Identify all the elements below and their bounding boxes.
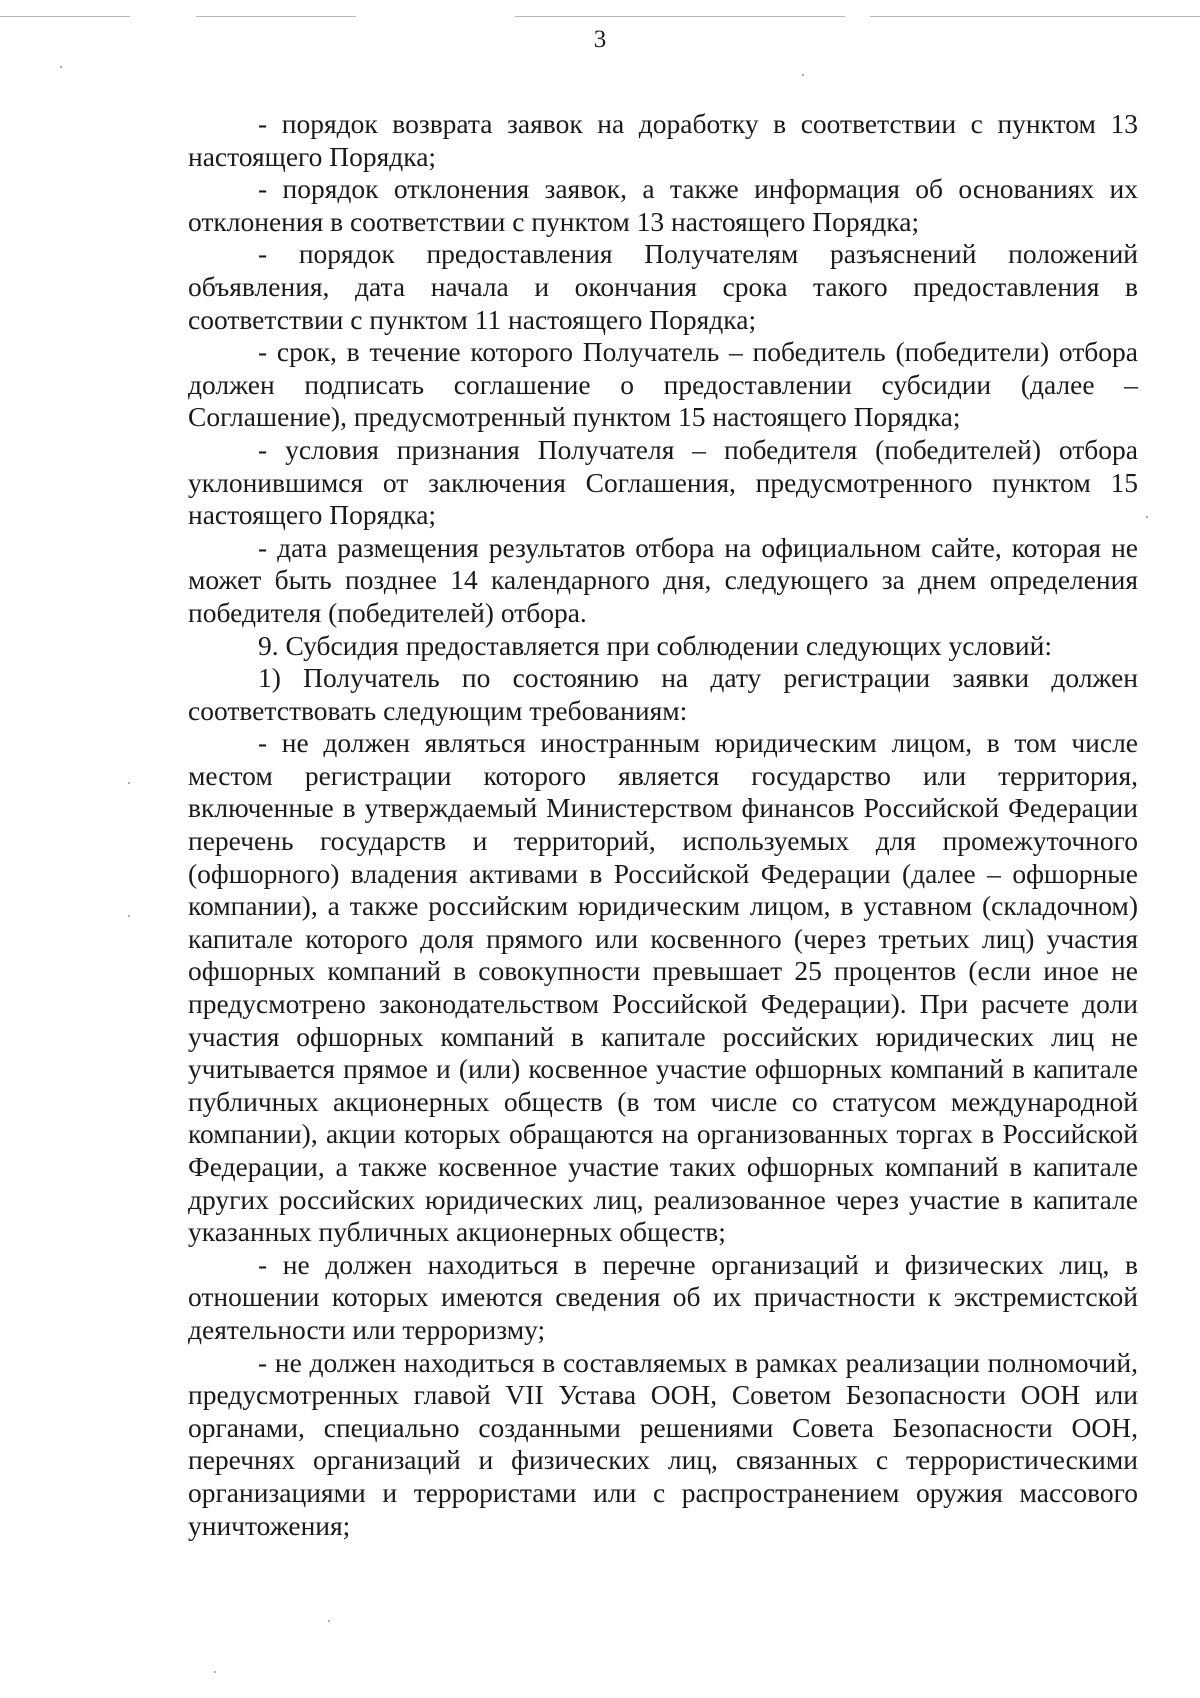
paragraph-section-9-heading: 9. Субсидия предоставляется при соблюдении следующих условий: xyxy=(258,629,1052,661)
scan-speck xyxy=(328,1620,330,1622)
paragraph-return-of-applications: - порядок возврата заявок на доработку в соответствии с пунктом 13 настоящего Порядка; xyxy=(188,108,1138,172)
page-number: 3 xyxy=(593,26,607,53)
paragraph-requirements-intro: 1) Получатель по состоянию на дату регистрации заявки должен соответствовать следующим требованиям: xyxy=(188,662,1138,726)
scan-speck xyxy=(1146,516,1148,518)
scan-artifact-line xyxy=(515,16,845,17)
scan-artifact-line xyxy=(196,16,356,17)
paragraph-clarifications: - порядок предоставления Получателям разъяснений положений объявления, дата начала и окончания срока такого предоставления в соответствии с пунктом 11 настоящего Порядка; xyxy=(188,238,1138,335)
paragraph-agreement-signing-term: - срок, в течение которого Получатель – победитель (победители) отбора должен подписать соглашение о предоставлении субсидии (далее – Соглашение), предусмотренный пунктом 15 настоящего Порядка; xyxy=(188,336,1138,433)
scan-speck xyxy=(214,1671,216,1673)
paragraph-evasion-conditions: - условия признания Получателя – победителя (победителей) отбора уклонившимся от заключения Соглашения, предусмотренного пунктом 15 настоящего Порядка; xyxy=(188,433,1138,531)
scan-speck xyxy=(128,915,130,917)
paragraph-rejection-of-applications: - порядок отклонения заявок, а также информация об основаниях их отклонения в соответствии с пунктом 13 настоящего Порядка; xyxy=(188,173,1138,237)
paragraph-un-lists-requirement: - не должен находиться в составляемых в рамках реализации полномочий, предусмотренных главой VII Устава ООН, Советом Безопасности ООН или органами, специально созданными решениями Совета Безопасности ООН, перечнях организаций и физических лиц, связанных с террористическими организациями и террористами или с распространением оружия массового уничтожения; xyxy=(188,1346,1138,1541)
paragraph-results-publication-date: - дата размещения результатов отбора на официальном сайте, которая не может быть позднее 14 календарного дня, следующего за днем определения победителя (победителей) отбора. xyxy=(188,531,1138,628)
scan-artifact-line xyxy=(0,16,130,17)
paragraph-extremism-list-requirement: - не должен находиться в перечне организаций и физических лиц, в отношении которых имеются сведения об их причастности к экстремистской деятельности или терроризму; xyxy=(188,1248,1138,1345)
scan-speck xyxy=(60,66,62,68)
scan-speck xyxy=(128,782,130,784)
scan-artifact-line xyxy=(870,16,1200,17)
document-body xyxy=(188,108,1138,1542)
paragraph-offshore-requirement: - не должен являться иностранным юридическим лицом, в том числе местом регистрации которого является государство или территория, включенные в утверждаемый Министерством финансов Российской Федерации перечень государств и территорий, используемых для промежуточного (офшорного) владения активами в Российской Федерации (далее – офшорные компании), а также российским юридическим лицом, в уставном (складочном) капитале которого доля прямого или косвенного (через третьих лиц) участия офшорных компаний в совокупности превышает 25 процентов (если иное не предусмотрено законодательством Российской Федерации). При расчете доли участия офшорных компаний в капитале российских юридических лиц не учитывается прямое и (или) косвенное участие офшорных компаний в капитале публичных акционерных обществ (в том числе со статусом международной компании), акции которых обращаются на организованных торгах в Российской Федерации, а также косвенное участие таких офшорных компаний в капитале других российских юридических лиц, реализованное через участие в капитале указанных публичных акционерных обществ; xyxy=(188,727,1138,1248)
scan-speck xyxy=(802,74,804,76)
